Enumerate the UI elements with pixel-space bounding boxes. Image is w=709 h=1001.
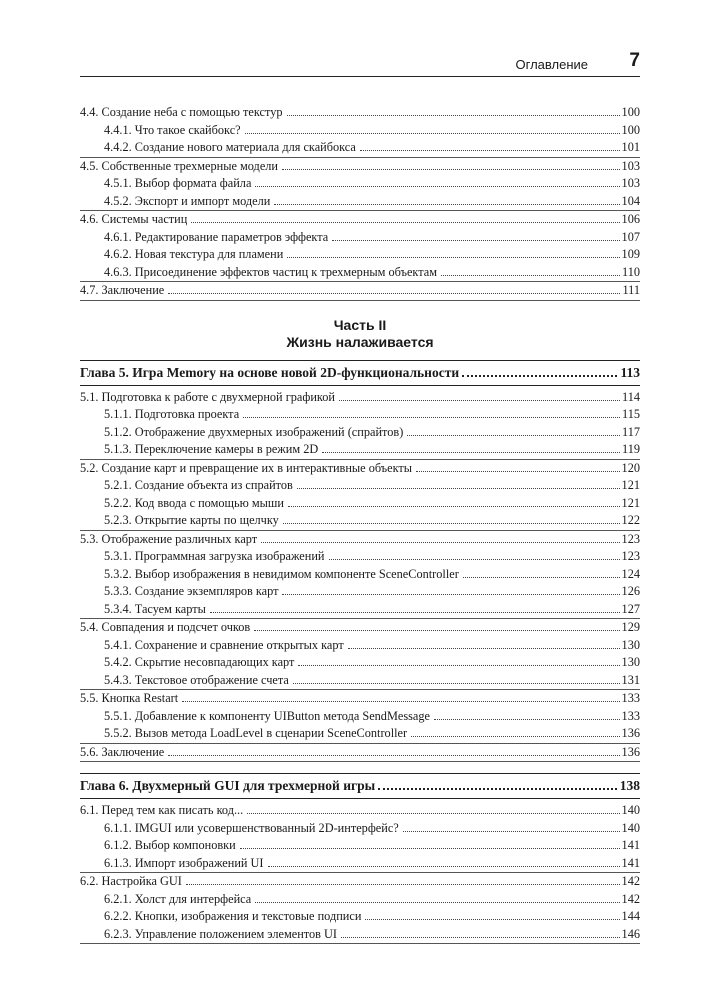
toc-entry-title: 6.2. Настройка GUI bbox=[80, 874, 182, 888]
toc-entry[interactable] bbox=[80, 637, 640, 655]
toc-entry[interactable] bbox=[80, 583, 640, 601]
leader-dots bbox=[255, 901, 619, 903]
chapter-title: Глава 6. Двухмерный GUI для трехмерной игры bbox=[80, 778, 376, 793]
leader-dots bbox=[210, 611, 620, 613]
toc-entry[interactable] bbox=[80, 744, 640, 763]
toc-entry-page: 119 bbox=[622, 442, 640, 456]
leader-dots bbox=[261, 541, 619, 543]
toc-entry[interactable] bbox=[80, 531, 640, 549]
toc-entry-page: 133 bbox=[621, 708, 640, 723]
toc-entry-page: 142 bbox=[621, 874, 640, 888]
toc-entry-title: 5.1.3. Переключение камеры в режим 2D bbox=[104, 442, 319, 456]
part-title: Жизнь налаживается bbox=[286, 333, 434, 350]
toc-entry-page: 142 bbox=[621, 891, 640, 906]
leader-dots bbox=[378, 787, 617, 790]
toc-block-chapter5 bbox=[80, 389, 640, 763]
leader-dots bbox=[245, 132, 620, 134]
toc-entry-title: 5.3.1. Программная загрузка изображений bbox=[104, 549, 325, 563]
toc-entry[interactable] bbox=[80, 566, 640, 584]
leader-dots bbox=[411, 735, 619, 737]
toc-entry-page: 141 bbox=[621, 838, 640, 852]
toc-entry[interactable] bbox=[80, 139, 640, 158]
toc-entry-title: 6.1.2. Выбор компоновки bbox=[104, 838, 236, 852]
toc-entry-title: 4.4. Создание неба с помощью текстур bbox=[80, 105, 283, 119]
leader-dots bbox=[322, 451, 620, 453]
leader-dots bbox=[274, 203, 619, 205]
toc-entry[interactable] bbox=[80, 441, 640, 460]
toc-entry[interactable] bbox=[80, 282, 640, 301]
toc-entry[interactable] bbox=[80, 406, 640, 424]
toc-entry[interactable] bbox=[80, 175, 640, 193]
leader-dots bbox=[348, 647, 620, 649]
leader-dots bbox=[462, 374, 617, 377]
leader-dots bbox=[240, 847, 620, 849]
toc-entry[interactable] bbox=[80, 229, 640, 247]
toc-entry-title: 5.1. Подготовка к работе с двухмерной графикой bbox=[80, 389, 335, 404]
toc-entry-title: 4.6.3. Присоединение эффектов частиц к трехмерным объектам bbox=[104, 264, 438, 279]
toc-entry-title: 5.4.2. Скрытие несовпадающих карт bbox=[104, 655, 295, 669]
toc-entry-title: 6.1.1. IMGUI или усовершенствованный 2D-интерфейс? bbox=[104, 820, 399, 835]
leader-dots bbox=[339, 399, 620, 401]
toc-entry[interactable] bbox=[80, 601, 640, 620]
toc-entry[interactable] bbox=[80, 548, 640, 566]
toc-entry-page: 144 bbox=[621, 909, 640, 923]
toc-entry-page: 146 bbox=[621, 926, 640, 941]
toc-entry-title: 6.1.3. Импорт изображений UI bbox=[104, 855, 264, 870]
leader-dots bbox=[282, 168, 620, 170]
leader-dots bbox=[441, 274, 620, 276]
leader-dots bbox=[298, 664, 619, 666]
toc-entry[interactable] bbox=[80, 122, 640, 140]
chapter-6-heading[interactable] bbox=[80, 773, 640, 799]
leader-dots bbox=[282, 593, 619, 595]
header-title: Оглавление bbox=[515, 57, 588, 72]
toc-entry-page: 100 bbox=[621, 122, 640, 137]
toc-entry-page: 124 bbox=[621, 566, 640, 581]
leader-dots bbox=[293, 682, 620, 684]
leader-dots bbox=[287, 114, 620, 116]
toc-entry-page: 101 bbox=[621, 140, 640, 154]
toc-entry[interactable] bbox=[80, 193, 640, 212]
part-label: Часть II bbox=[333, 316, 387, 333]
toc-entry-title: 6.1. Перед тем как писать код... bbox=[80, 803, 244, 817]
toc-entry-title: 5.3.3. Создание экземпляров карт bbox=[104, 584, 279, 598]
toc-entry-page: 103 bbox=[621, 176, 640, 190]
leader-dots bbox=[416, 470, 619, 472]
toc-entry-page: 110 bbox=[622, 264, 640, 279]
toc-entry-page: 122 bbox=[621, 513, 640, 527]
toc-entry-title: 4.7. Заключение bbox=[80, 283, 165, 297]
toc-entry-title: 6.2.1. Холст для интерфейса bbox=[104, 891, 252, 906]
toc-entry[interactable] bbox=[80, 619, 640, 637]
leader-dots bbox=[341, 936, 620, 938]
toc-entry-page: 129 bbox=[621, 620, 640, 634]
toc-entry[interactable] bbox=[80, 104, 640, 122]
toc-entry[interactable] bbox=[80, 389, 640, 407]
toc-entry[interactable] bbox=[80, 460, 640, 478]
leader-dots bbox=[254, 629, 619, 631]
toc-entry-page: 133 bbox=[621, 691, 640, 705]
toc-entry-page: 123 bbox=[621, 549, 640, 563]
toc-entry-title: 5.4.1. Сохранение и сравнение открытых карт bbox=[104, 637, 344, 652]
leader-dots bbox=[463, 576, 620, 578]
toc-entry-title: 4.5.2. Экспорт и импорт модели bbox=[104, 193, 271, 208]
toc-entry-title: 5.4. Совпадения и подсчет очков bbox=[80, 620, 251, 634]
leader-dots bbox=[403, 830, 620, 832]
toc-entry[interactable] bbox=[80, 424, 640, 442]
toc-entry[interactable] bbox=[80, 891, 640, 909]
chapter-title: Глава 5. Игра Memory на основе новой 2D-функциональности bbox=[80, 364, 460, 380]
leader-dots bbox=[168, 754, 619, 756]
toc-entry-page: 123 bbox=[621, 531, 640, 546]
toc-block-chapter4 bbox=[80, 104, 640, 301]
toc-entry-title: 5.5. Кнопка Restart bbox=[80, 691, 179, 705]
toc-entry-page: 117 bbox=[622, 424, 640, 439]
toc-entry-title: 5.2.1. Создание объекта из спрайтов bbox=[104, 478, 293, 492]
leader-dots bbox=[168, 292, 620, 294]
chapter-page: 138 bbox=[619, 778, 640, 793]
toc-entry-title: 4.5. Собственные трехмерные модели bbox=[80, 158, 278, 173]
toc-entry[interactable] bbox=[80, 908, 640, 926]
toc-entry-title: 4.4.2. Создание нового материала для скайбокса bbox=[104, 140, 356, 154]
toc-entry[interactable] bbox=[80, 855, 640, 874]
leader-dots bbox=[288, 505, 620, 507]
toc-entry-page: 106 bbox=[621, 212, 640, 226]
chapter-5-heading[interactable] bbox=[80, 360, 640, 386]
toc-entry[interactable] bbox=[80, 477, 640, 495]
leader-dots bbox=[360, 149, 620, 151]
toc-entry-title: 5.2.3. Открытие карты по щелчку bbox=[104, 513, 279, 527]
toc-entry[interactable] bbox=[80, 708, 640, 726]
toc-entry[interactable] bbox=[80, 654, 640, 672]
leader-dots bbox=[407, 434, 620, 436]
toc-entry-page: 140 bbox=[621, 803, 640, 817]
toc-entry-page: 109 bbox=[621, 247, 640, 261]
toc-entry-title: 5.1.1. Подготовка проекта bbox=[104, 407, 240, 421]
toc-entry-title: 5.5.1. Добавление к компоненту UIButton метода SendMessage bbox=[104, 708, 430, 723]
toc-entry-title: 4.4.1. Что такое скайбокс? bbox=[104, 122, 241, 137]
toc-entry-title: 5.3.4. Тасуем карты bbox=[104, 601, 206, 616]
toc-entry[interactable] bbox=[80, 820, 640, 838]
table-of-contents bbox=[80, 104, 640, 944]
toc-entry-page: 115 bbox=[622, 407, 640, 421]
leader-dots bbox=[247, 812, 619, 814]
toc-entry[interactable] bbox=[80, 495, 640, 513]
leader-dots bbox=[255, 185, 619, 187]
leader-dots bbox=[297, 487, 620, 489]
toc-entry-page: 107 bbox=[621, 229, 640, 244]
running-header bbox=[80, 50, 640, 77]
toc-entry-title: 5.3.2. Выбор изображения в невидимом компоненте SceneController bbox=[104, 566, 459, 581]
toc-entry-page: 100 bbox=[621, 105, 640, 119]
toc-entry-title: 5.4.3. Текстовое отображение счета bbox=[104, 672, 289, 687]
toc-entry-title: 5.2.2. Код ввода с помощью мыши bbox=[104, 495, 284, 510]
toc-block-chapter6 bbox=[80, 802, 640, 944]
toc-entry-title: 4.6. Системы частиц bbox=[80, 212, 188, 226]
leader-dots bbox=[287, 256, 619, 258]
toc-entry-page: 121 bbox=[621, 495, 640, 510]
leader-dots bbox=[365, 918, 619, 920]
toc-entry-title: 6.2.2. Кнопки, изображения и текстовые подписи bbox=[104, 909, 362, 923]
leader-dots bbox=[186, 883, 620, 885]
toc-entry[interactable] bbox=[80, 512, 640, 531]
toc-entry-title: 4.6.2. Новая текстура для пламени bbox=[104, 247, 284, 261]
toc-entry[interactable] bbox=[80, 690, 640, 708]
toc-entry-page: 114 bbox=[622, 389, 640, 404]
toc-entry[interactable] bbox=[80, 873, 640, 891]
leader-dots bbox=[283, 522, 620, 524]
toc-entry[interactable] bbox=[80, 211, 640, 229]
toc-entry-page: 130 bbox=[621, 637, 640, 652]
toc-entry[interactable] bbox=[80, 837, 640, 855]
toc-entry-title: 5.1.2. Отображение двухмерных изображений (спрайтов) bbox=[104, 424, 404, 439]
leader-dots bbox=[329, 558, 620, 560]
toc-entry-title: 4.5.1. Выбор формата файла bbox=[104, 176, 252, 190]
leader-dots bbox=[182, 700, 619, 702]
toc-entry-page: 127 bbox=[621, 601, 640, 616]
toc-entry-page: 136 bbox=[621, 726, 640, 740]
toc-entry-page: 140 bbox=[621, 820, 640, 835]
leader-dots bbox=[268, 865, 620, 867]
toc-entry[interactable] bbox=[80, 672, 640, 691]
toc-entry[interactable] bbox=[80, 246, 640, 264]
part-heading bbox=[80, 317, 640, 351]
toc-entry-page: 126 bbox=[621, 584, 640, 598]
toc-entry-title: 5.3. Отображение различных карт bbox=[80, 531, 258, 546]
toc-entry-title: 5.6. Заключение bbox=[80, 744, 165, 759]
toc-entry-title: 5.5.2. Вызов метода LoadLevel в сценарии SceneController bbox=[104, 726, 408, 740]
toc-entry-page: 104 bbox=[621, 193, 640, 208]
leader-dots bbox=[243, 416, 620, 418]
toc-entry-page: 131 bbox=[621, 672, 640, 687]
toc-entry-page: 121 bbox=[621, 478, 640, 492]
leader-dots bbox=[191, 221, 619, 223]
toc-entry[interactable] bbox=[80, 926, 640, 945]
toc-entry-page: 130 bbox=[621, 655, 640, 669]
toc-entry[interactable] bbox=[80, 725, 640, 744]
toc-entry-page: 111 bbox=[622, 283, 640, 297]
toc-entry-title: 5.2. Создание карт и превращение их в интерактивные объекты bbox=[80, 460, 413, 475]
toc-entry-page: 120 bbox=[621, 460, 640, 475]
page-number: 7 bbox=[629, 50, 640, 71]
toc-entry-page: 103 bbox=[621, 158, 640, 173]
toc-entry-title: 4.6.1. Редактирование параметров эффекта bbox=[104, 229, 329, 244]
toc-entry[interactable] bbox=[80, 264, 640, 283]
chapter-page: 113 bbox=[620, 364, 640, 380]
leader-dots bbox=[332, 239, 619, 241]
toc-entry-page: 141 bbox=[621, 855, 640, 870]
leader-dots bbox=[434, 718, 620, 720]
toc-entry[interactable] bbox=[80, 158, 640, 176]
toc-entry-title: 6.2.3. Управление положением элементов UI bbox=[104, 926, 337, 941]
toc-entry[interactable] bbox=[80, 802, 640, 820]
toc-entry-page: 136 bbox=[621, 744, 640, 759]
